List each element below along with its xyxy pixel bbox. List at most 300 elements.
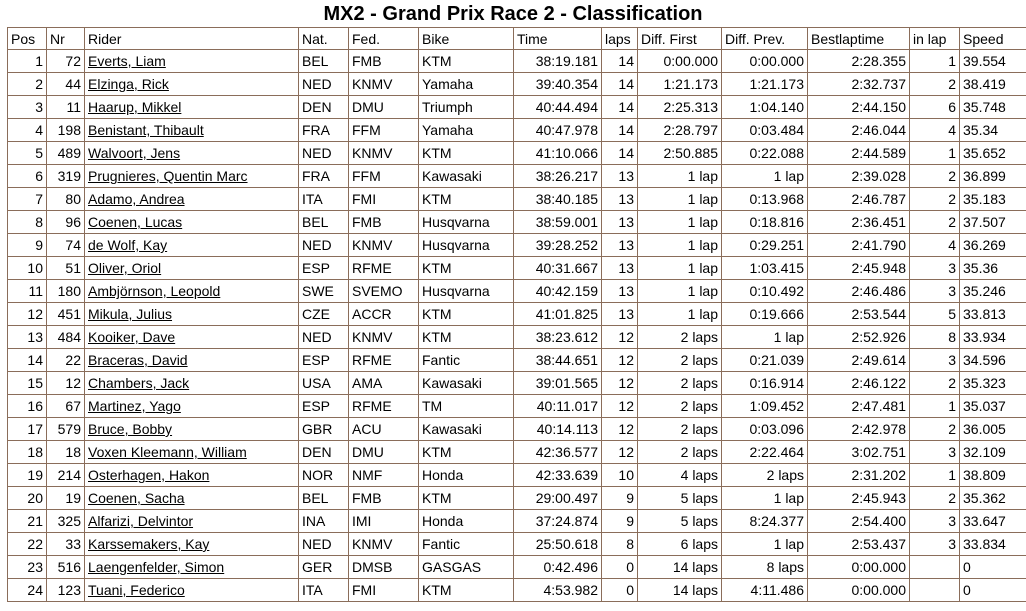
cell-diff-first: 2 laps (638, 395, 722, 418)
cell-pos: 20 (8, 487, 47, 510)
rider-link[interactable]: Adamo, Andrea (88, 191, 185, 207)
rider-cell (85, 556, 299, 579)
table-row (8, 326, 1026, 349)
rider-link[interactable]: Osterhagen, Hakon (88, 467, 210, 483)
cell-diff-prev: 0:21.039 (722, 349, 808, 372)
cell-nr: 123 (47, 579, 85, 602)
cell-diff-first: 4 laps (638, 464, 722, 487)
cell-laps: 9 (602, 487, 638, 510)
cell-pos: 23 (8, 556, 47, 579)
cell-diff-first: 1 lap (638, 303, 722, 326)
cell-diff-first: 0:00.000 (638, 50, 722, 73)
rider-cell (85, 257, 299, 280)
rider-cell (85, 349, 299, 372)
cell-pos: 2 (8, 73, 47, 96)
cell-laps: 12 (602, 326, 638, 349)
cell-time: 29:00.497 (514, 487, 602, 510)
cell-bestlaptime: 2:46.044 (808, 119, 910, 142)
cell-nr: 19 (47, 487, 85, 510)
cell-time: 39:01.565 (514, 372, 602, 395)
cell-time: 40:42.159 (514, 280, 602, 303)
cell-diff-first: 2 laps (638, 349, 722, 372)
cell-fed: FFM (349, 119, 419, 142)
cell-diff-prev: 1 lap (722, 326, 808, 349)
cell-bike: KTM (419, 188, 514, 211)
cell-diff-prev: 1 lap (722, 487, 808, 510)
cell-in-lap: 2 (910, 418, 960, 441)
cell-pos: 5 (8, 142, 47, 165)
cell-time: 42:36.577 (514, 441, 602, 464)
cell-diff-first: 1 lap (638, 188, 722, 211)
table-row (8, 487, 1026, 510)
rider-link[interactable]: Coenen, Lucas (88, 214, 183, 230)
table-row (8, 50, 1026, 73)
rider-link[interactable]: de Wolf, Kay (88, 237, 168, 253)
cell-nat: NED (299, 326, 349, 349)
cell-pos: 1 (8, 50, 47, 73)
cell-diff-first: 2:50.885 (638, 142, 722, 165)
cell-diff-prev: 1:21.173 (722, 73, 808, 96)
rider-cell (85, 487, 299, 510)
cell-bike: Yamaha (419, 73, 514, 96)
cell-bike: Honda (419, 510, 514, 533)
rider-cell (85, 372, 299, 395)
cell-diff-first: 14 laps (638, 579, 722, 602)
table-row (8, 418, 1026, 441)
cell-time: 38:19.181 (514, 50, 602, 73)
cell-diff-prev: 0:03.484 (722, 119, 808, 142)
rider-cell (85, 326, 299, 349)
table-row (8, 441, 1026, 464)
rider-link[interactable]: Kooiker, Dave (88, 329, 176, 345)
cell-bike: Husqvarna (419, 280, 514, 303)
cell-fed: KNMV (349, 234, 419, 257)
cell-nat: BEL (299, 211, 349, 234)
cell-speed: 35.323 (960, 372, 1026, 395)
cell-bestlaptime: 2:41.790 (808, 234, 910, 257)
cell-nr: 489 (47, 142, 85, 165)
cell-in-lap: 4 (910, 119, 960, 142)
cell-time: 40:44.494 (514, 96, 602, 119)
cell-laps: 0 (602, 556, 638, 579)
cell-nr: 44 (47, 73, 85, 96)
table-row (8, 395, 1026, 418)
cell-nat: SWE (299, 280, 349, 303)
cell-fed: KNMV (349, 142, 419, 165)
cell-nat: NOR (299, 464, 349, 487)
rider-link[interactable]: Coenen, Sacha (88, 490, 185, 506)
table-row (8, 142, 1026, 165)
cell-diff-first: 2:25.313 (638, 96, 722, 119)
cell-fed: KNMV (349, 326, 419, 349)
cell-laps: 13 (602, 165, 638, 188)
cell-laps: 14 (602, 50, 638, 73)
table-row (8, 349, 1026, 372)
cell-time: 39:28.252 (514, 234, 602, 257)
cell-nat: NED (299, 73, 349, 96)
rider-link[interactable]: Oliver, Oriol (88, 260, 162, 276)
cell-bike: TM (419, 395, 514, 418)
cell-diff-prev: 2:22.464 (722, 441, 808, 464)
column-header-laps: laps (602, 28, 638, 50)
cell-bestlaptime: 2:44.589 (808, 142, 910, 165)
column-header-time: Time (514, 28, 602, 50)
cell-diff-prev: 0:19.666 (722, 303, 808, 326)
cell-diff-prev: 8 laps (722, 556, 808, 579)
column-header-fed: Fed. (349, 28, 419, 50)
cell-fed: NMF (349, 464, 419, 487)
cell-time: 25:50.618 (514, 533, 602, 556)
cell-diff-prev: 1 lap (722, 165, 808, 188)
cell-nat: FRA (299, 119, 349, 142)
cell-bike: KTM (419, 303, 514, 326)
cell-speed: 33.934 (960, 326, 1026, 349)
cell-speed: 37.507 (960, 211, 1026, 234)
cell-fed: ACCR (349, 303, 419, 326)
cell-diff-prev: 0:03.096 (722, 418, 808, 441)
rider-cell (85, 418, 299, 441)
cell-nr: 67 (47, 395, 85, 418)
rider-link[interactable]: Bruce, Bobby (88, 421, 173, 437)
cell-pos: 16 (8, 395, 47, 418)
cell-bestlaptime: 0:00.000 (808, 556, 910, 579)
cell-nat: DEN (299, 441, 349, 464)
cell-laps: 12 (602, 395, 638, 418)
rider-link[interactable]: Chambers, Jack (88, 375, 190, 391)
cell-bike: Kawasaki (419, 418, 514, 441)
cell-speed: 35.34 (960, 119, 1026, 142)
cell-diff-first: 1 lap (638, 211, 722, 234)
cell-in-lap: 3 (910, 441, 960, 464)
cell-nr: 33 (47, 533, 85, 556)
table-body (8, 50, 1026, 602)
cell-in-lap: 3 (910, 257, 960, 280)
column-header-rider: Rider (85, 28, 299, 50)
cell-speed: 35.36 (960, 257, 1026, 280)
table-row (8, 280, 1026, 303)
cell-diff-first: 2 laps (638, 326, 722, 349)
cell-nr: 96 (47, 211, 85, 234)
rider-link[interactable]: Martinez, Yago (88, 398, 181, 414)
cell-bestlaptime: 3:02.751 (808, 441, 910, 464)
cell-fed: KNMV (349, 533, 419, 556)
rider-link[interactable]: Everts, Liam (88, 53, 166, 69)
cell-diff-prev: 0:18.816 (722, 211, 808, 234)
cell-nat: INA (299, 510, 349, 533)
cell-in-lap: 1 (910, 50, 960, 73)
cell-fed: KNMV (349, 73, 419, 96)
cell-in-lap: 3 (910, 533, 960, 556)
rider-link[interactable]: Laengenfelder, Simon (88, 559, 225, 575)
cell-time: 37:24.874 (514, 510, 602, 533)
cell-bike: KTM (419, 326, 514, 349)
rider-cell (85, 119, 299, 142)
cell-speed: 35.652 (960, 142, 1026, 165)
cell-nat: ESP (299, 395, 349, 418)
table-row (8, 119, 1026, 142)
rider-cell (85, 73, 299, 96)
cell-pos: 18 (8, 441, 47, 464)
cell-nr: 180 (47, 280, 85, 303)
cell-speed: 35.183 (960, 188, 1026, 211)
cell-pos: 4 (8, 119, 47, 142)
cell-speed: 39.554 (960, 50, 1026, 73)
cell-pos: 10 (8, 257, 47, 280)
cell-nat: USA (299, 372, 349, 395)
table-row (8, 73, 1026, 96)
cell-speed: 36.269 (960, 234, 1026, 257)
cell-pos: 11 (8, 280, 47, 303)
cell-nr: 51 (47, 257, 85, 280)
cell-in-lap: 4 (910, 234, 960, 257)
cell-bestlaptime: 2:47.481 (808, 395, 910, 418)
cell-nr: 72 (47, 50, 85, 73)
cell-bike: Honda (419, 464, 514, 487)
cell-bestlaptime: 2:42.978 (808, 418, 910, 441)
cell-in-lap: 3 (910, 349, 960, 372)
rider-cell (85, 579, 299, 602)
cell-bike: KTM (419, 50, 514, 73)
rider-cell (85, 142, 299, 165)
rider-cell (85, 303, 299, 326)
cell-bike: Kawasaki (419, 372, 514, 395)
cell-laps: 14 (602, 96, 638, 119)
cell-pos: 3 (8, 96, 47, 119)
cell-speed: 32.109 (960, 441, 1026, 464)
cell-nr: 22 (47, 349, 85, 372)
table-row (8, 96, 1026, 119)
cell-fed: FMB (349, 487, 419, 510)
cell-in-lap: 2 (910, 165, 960, 188)
cell-time: 40:31.667 (514, 257, 602, 280)
column-header-nat: Nat. (299, 28, 349, 50)
cell-diff-first: 1 lap (638, 257, 722, 280)
cell-pos: 24 (8, 579, 47, 602)
cell-speed: 33.834 (960, 533, 1026, 556)
cell-diff-first: 1 lap (638, 165, 722, 188)
cell-time: 38:59.001 (514, 211, 602, 234)
cell-nr: 74 (47, 234, 85, 257)
cell-in-lap: 1 (910, 395, 960, 418)
cell-bike: KTM (419, 142, 514, 165)
cell-fed: FMB (349, 50, 419, 73)
cell-bike: KTM (419, 487, 514, 510)
rider-link[interactable]: Benistant, Thibault (88, 122, 204, 138)
cell-bestlaptime: 2:52.926 (808, 326, 910, 349)
cell-diff-first: 2 laps (638, 372, 722, 395)
cell-time: 41:01.825 (514, 303, 602, 326)
table-row (8, 188, 1026, 211)
rider-cell (85, 96, 299, 119)
cell-diff-prev: 0:22.088 (722, 142, 808, 165)
rider-cell (85, 280, 299, 303)
rider-link[interactable]: Mikula, Julius (88, 306, 173, 322)
cell-nr: 198 (47, 119, 85, 142)
cell-nat: GER (299, 556, 349, 579)
cell-bestlaptime: 2:44.150 (808, 96, 910, 119)
cell-fed: DMSB (349, 556, 419, 579)
cell-speed: 38.809 (960, 464, 1026, 487)
table-row (8, 510, 1026, 533)
cell-bike: KTM (419, 579, 514, 602)
cell-time: 40:11.017 (514, 395, 602, 418)
table-row (8, 234, 1026, 257)
rider-link[interactable]: Walvoort, Jens (88, 145, 181, 161)
cell-nat: NED (299, 142, 349, 165)
cell-speed: 35.037 (960, 395, 1026, 418)
cell-bike: KTM (419, 257, 514, 280)
cell-speed: 33.647 (960, 510, 1026, 533)
cell-time: 38:26.217 (514, 165, 602, 188)
cell-in-lap: 2 (910, 372, 960, 395)
cell-pos: 22 (8, 533, 47, 556)
cell-laps: 12 (602, 441, 638, 464)
cell-in-lap: 3 (910, 510, 960, 533)
rider-cell (85, 188, 299, 211)
cell-speed: 35.362 (960, 487, 1026, 510)
cell-nat: NED (299, 533, 349, 556)
cell-laps: 14 (602, 142, 638, 165)
cell-bike: Fantic (419, 533, 514, 556)
cell-fed: ACU (349, 418, 419, 441)
cell-time: 39:40.354 (514, 73, 602, 96)
cell-pos: 19 (8, 464, 47, 487)
cell-time: 40:47.978 (514, 119, 602, 142)
cell-nr: 12 (47, 372, 85, 395)
cell-fed: RFME (349, 257, 419, 280)
cell-diff-prev: 0:16.914 (722, 372, 808, 395)
rider-link[interactable]: Tuani, Federico (88, 582, 185, 598)
cell-time: 38:23.612 (514, 326, 602, 349)
rider-link[interactable]: Voxen Kleemann, William (88, 444, 247, 460)
cell-time: 38:44.651 (514, 349, 602, 372)
cell-laps: 13 (602, 188, 638, 211)
cell-diff-first: 2 laps (638, 441, 722, 464)
cell-speed: 34.596 (960, 349, 1026, 372)
cell-fed: DMU (349, 96, 419, 119)
cell-in-lap: 1 (910, 464, 960, 487)
cell-bestlaptime: 2:45.943 (808, 487, 910, 510)
cell-bestlaptime: 2:46.787 (808, 188, 910, 211)
cell-diff-prev: 4:11.486 (722, 579, 808, 602)
cell-pos: 9 (8, 234, 47, 257)
cell-diff-prev: 1:04.140 (722, 96, 808, 119)
rider-link[interactable]: Braceras, David (88, 352, 188, 368)
cell-in-lap (910, 579, 960, 602)
table-row (8, 533, 1026, 556)
rider-link[interactable]: Prugnieres, Quentin Marc (88, 168, 248, 184)
cell-diff-first: 6 laps (638, 533, 722, 556)
cell-bike: Triumph (419, 96, 514, 119)
cell-in-lap (910, 556, 960, 579)
cell-nat: ESP (299, 349, 349, 372)
cell-fed: DMU (349, 441, 419, 464)
cell-bike: KTM (419, 441, 514, 464)
cell-diff-first: 2:28.797 (638, 119, 722, 142)
cell-laps: 12 (602, 349, 638, 372)
rider-link[interactable]: Haarup, Mikkel (88, 99, 182, 115)
cell-bike: Husqvarna (419, 211, 514, 234)
rider-link[interactable]: Ambjörnson, Leopold (88, 283, 221, 299)
cell-diff-prev: 1 lap (722, 533, 808, 556)
cell-nr: 18 (47, 441, 85, 464)
cell-time: 40:14.113 (514, 418, 602, 441)
cell-bestlaptime: 2:36.451 (808, 211, 910, 234)
cell-fed: SVEMO (349, 280, 419, 303)
cell-in-lap: 5 (910, 303, 960, 326)
cell-nat: DEN (299, 96, 349, 119)
table-row (8, 464, 1026, 487)
rider-cell (85, 533, 299, 556)
classification-table (7, 27, 1026, 602)
cell-nat: ITA (299, 188, 349, 211)
cell-time: 42:33.639 (514, 464, 602, 487)
cell-nr: 319 (47, 165, 85, 188)
rider-link[interactable]: Elzinga, Rick (88, 76, 169, 92)
cell-laps: 0 (602, 579, 638, 602)
cell-in-lap: 2 (910, 211, 960, 234)
cell-diff-prev: 1:03.415 (722, 257, 808, 280)
rider-cell (85, 441, 299, 464)
cell-fed: FFM (349, 165, 419, 188)
cell-fed: AMA (349, 372, 419, 395)
cell-in-lap: 6 (910, 96, 960, 119)
cell-nat: ITA (299, 579, 349, 602)
cell-diff-first: 14 laps (638, 556, 722, 579)
cell-nat: ESP (299, 257, 349, 280)
cell-diff-prev: 0:29.251 (722, 234, 808, 257)
rider-cell (85, 50, 299, 73)
cell-bike: Yamaha (419, 119, 514, 142)
cell-bestlaptime: 2:39.028 (808, 165, 910, 188)
cell-bike: GASGAS (419, 556, 514, 579)
rider-link[interactable]: Alfarizi, Delvintor (88, 513, 194, 529)
rider-cell (85, 464, 299, 487)
cell-diff-first: 1:21.173 (638, 73, 722, 96)
cell-in-lap: 8 (910, 326, 960, 349)
page-title: MX2 - Grand Prix Race 2 - Classification (323, 3, 703, 25)
column-header-bestlaptime: Bestlaptime (808, 28, 910, 50)
cell-laps: 13 (602, 234, 638, 257)
cell-pos: 12 (8, 303, 47, 326)
rider-link[interactable]: Karssemakers, Kay (88, 536, 210, 552)
cell-pos: 6 (8, 165, 47, 188)
rider-cell (85, 165, 299, 188)
table-row (8, 579, 1026, 602)
column-header-in-lap: in lap (910, 28, 960, 50)
cell-diff-first: 5 laps (638, 487, 722, 510)
cell-bestlaptime: 2:31.202 (808, 464, 910, 487)
cell-nat: BEL (299, 50, 349, 73)
cell-speed: 38.419 (960, 73, 1026, 96)
column-header-diff-first: Diff. First (638, 28, 722, 50)
cell-laps: 13 (602, 211, 638, 234)
column-header-diff-prev: Diff. Prev. (722, 28, 808, 50)
cell-speed: 33.813 (960, 303, 1026, 326)
cell-bike: Fantic (419, 349, 514, 372)
cell-nr: 451 (47, 303, 85, 326)
cell-nr: 484 (47, 326, 85, 349)
cell-nr: 11 (47, 96, 85, 119)
cell-nat: GBR (299, 418, 349, 441)
cell-in-lap: 2 (910, 487, 960, 510)
cell-pos: 21 (8, 510, 47, 533)
cell-diff-first: 5 laps (638, 510, 722, 533)
cell-laps: 9 (602, 510, 638, 533)
column-header-nr: Nr (47, 28, 85, 50)
cell-diff-prev: 2 laps (722, 464, 808, 487)
cell-bestlaptime: 2:53.437 (808, 533, 910, 556)
